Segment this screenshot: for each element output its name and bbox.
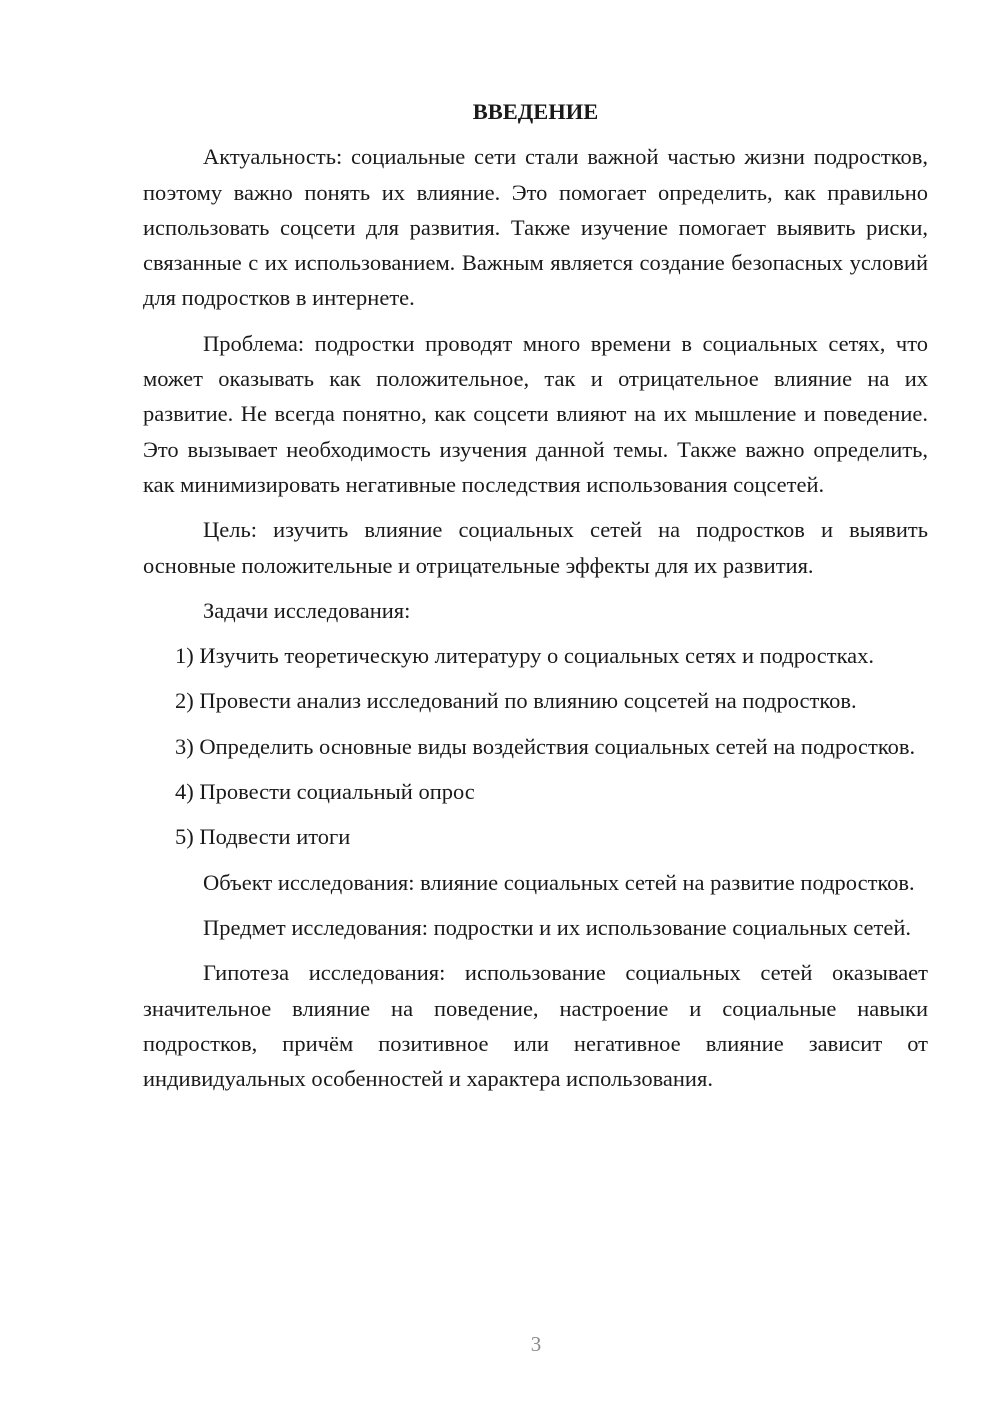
task-item-4: 4) Провести социальный опрос	[175, 779, 475, 805]
paragraph-relevance: Актуальность: социальные сети стали важной частью жизни подростков, поэтому важно понять их влияние. Это помогает определить, как правильно использовать соцсети для развития. Также изучение помогает выявить риски, связанные с их использованием. Важным является создание безопасных условий для подростков в интернете.	[143, 144, 928, 311]
section-heading: ВВЕДЕНИЕ	[472, 99, 599, 124]
page-number: 3	[530, 1332, 542, 1356]
paragraph-object: Объект исследования: влияние социальных сетей на развитие подростков.	[203, 869, 915, 895]
paragraph-tasks-title: Задачи исследования:	[203, 597, 411, 623]
paragraph-hypothesis: Гипотеза исследования: использование социальных сетей оказывает значительное влияние на поведение, настроение и социальные навыки подростков, причём позитивное или негативное влияние зависит от индивидуальных особенностей и характера использования.	[143, 960, 928, 1092]
paragraph-problem: Проблема: подростки проводят много времени в социальных сетях, что может оказывать как положительное, так и отрицательное влияние на их развитие. Не всегда понятно, как соцсети влияют на их мышление и поведение. Это вызывает необходимость изучения данной темы. Также важно определить, как минимизировать негативные последствия использования соцсетей.	[143, 330, 928, 497]
paragraph-goal: Цель: изучить влияние социальных сетей на подростков и выявить основные положительные и отрицательные эффекты для их развития.	[143, 517, 928, 578]
task-item-3: 3) Определить основные виды воздействия социальных сетей на подростков.	[175, 733, 916, 759]
task-item-1: 1) Изучить теоретическую литературу о социальных сетях и подростках.	[175, 643, 875, 669]
task-item-5: 5) Подвести итоги	[175, 824, 351, 850]
paragraph-subject: Предмет исследования: подростки и их использование социальных сетей.	[203, 914, 912, 940]
page-content	[143, 94, 928, 1096]
task-item-2: 2) Провести анализ исследований по влиянию соцсетей на подростков.	[175, 688, 857, 714]
